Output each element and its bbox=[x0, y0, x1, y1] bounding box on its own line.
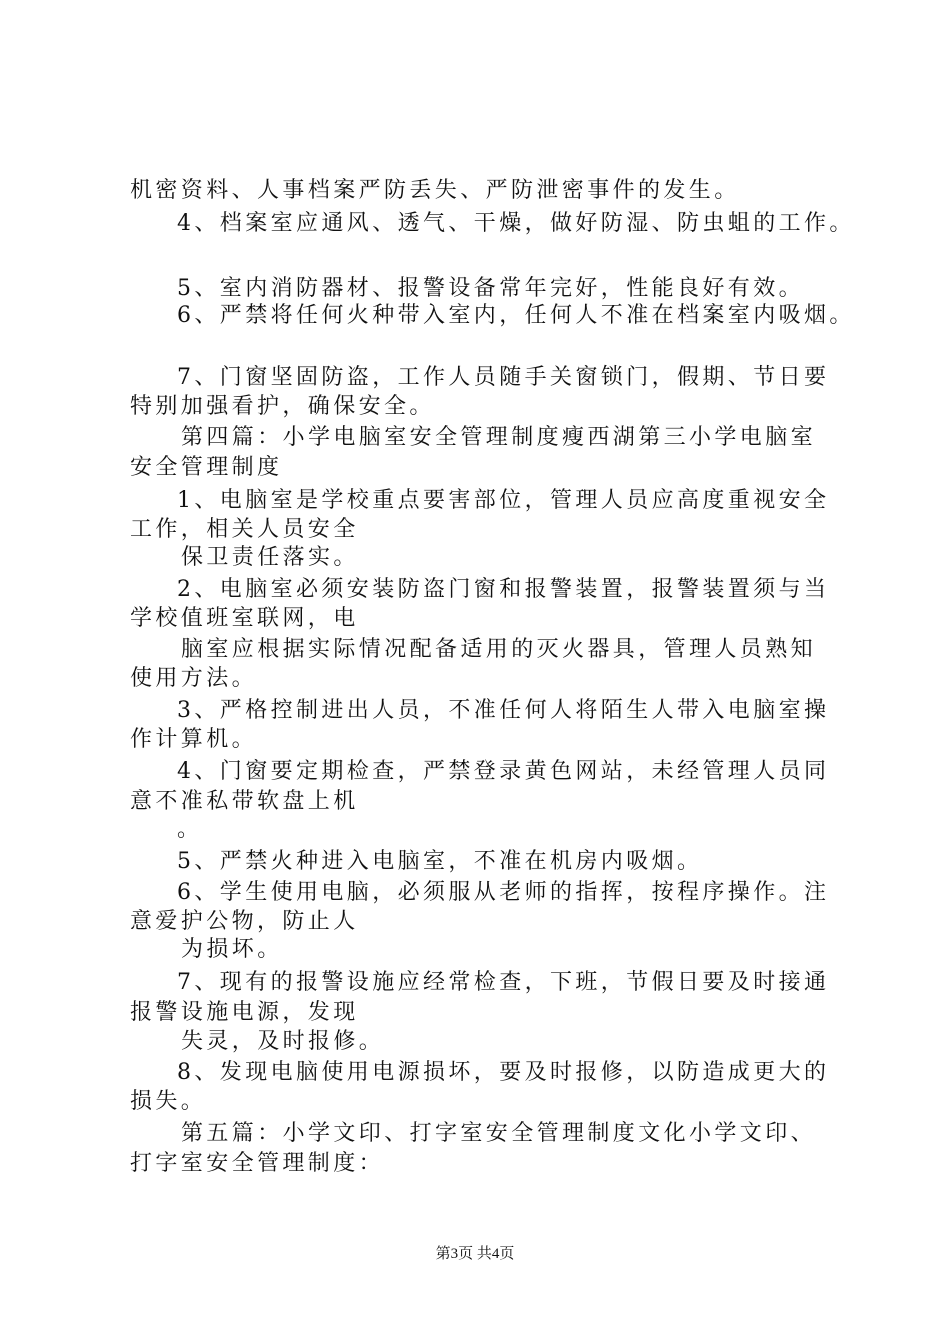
body-line: 1、电脑室是学校重点要害部位，管理人员应高度重视安全 bbox=[177, 488, 830, 513]
body-line: 机密资料、人事档案严防丢失、严防泄密事件的发生。 bbox=[130, 178, 740, 203]
body-line: 使用方法。 bbox=[130, 666, 258, 691]
body-line: 4、档案室应通风、透气、干燥，做好防湿、防虫蛆的工作。 bbox=[177, 211, 855, 236]
body-line: 意不准私带软盘上机 bbox=[130, 789, 359, 814]
page-footer: 第3页 共4页 bbox=[435, 1246, 515, 1262]
body-line: 工作，相关人员安全 bbox=[130, 517, 359, 542]
body-line: 脑室应根据实际情况配备适用的灭火器具，管理人员熟知 bbox=[181, 637, 817, 662]
body-line: 6、学生使用电脑，必须服从老师的指挥，按程序操作。注 bbox=[177, 880, 830, 905]
body-line: 7、现有的报警设施应经常检查，下班，节假日要及时接通 bbox=[177, 970, 830, 995]
section-heading: 第五篇：小学文印、打字室安全管理制度文化小学文印、 bbox=[181, 1121, 817, 1146]
section-heading: 打字室安全管理制度： bbox=[130, 1151, 385, 1176]
body-line: 4、门窗要定期检查，严禁登录黄色网站，未经管理人员同 bbox=[177, 759, 830, 784]
body-line: 损失。 bbox=[130, 1089, 207, 1114]
body-line: 6、严禁将任何火种带入室内，任何人不准在档案室内吸烟。 bbox=[177, 303, 855, 328]
section-heading: 安全管理制度 bbox=[130, 455, 283, 480]
body-line: 特别加强看护，确保安全。 bbox=[130, 394, 435, 419]
body-line: 为损坏。 bbox=[181, 937, 283, 962]
body-line: 3、严格控制进出人员，不准任何人将陌生人带入电脑室操 bbox=[177, 698, 830, 723]
body-line: 作计算机。 bbox=[130, 727, 258, 752]
body-line: 意爱护公物，防止人 bbox=[130, 909, 359, 934]
body-line: 5、室内消防器材、报警设备常年完好，性能良好有效。 bbox=[177, 276, 804, 301]
body-line: 7、门窗坚固防盗，工作人员随手关窗锁门，假期、节日要 bbox=[177, 365, 830, 390]
body-line: 保卫责任落实。 bbox=[181, 545, 359, 570]
section-heading: 第四篇：小学电脑室安全管理制度瘦西湖第三小学电脑室 bbox=[181, 425, 817, 450]
body-line: 5、严禁火种进入电脑室，不准在机房内吸烟。 bbox=[177, 849, 703, 874]
body-line: 2、电脑室必须安装防盗门窗和报警装置，报警装置须与当 bbox=[177, 577, 830, 602]
body-line: 学校值班室联网，电 bbox=[130, 606, 359, 631]
body-line: 8、发现电脑使用电源损坏，要及时报修，以防造成更大的 bbox=[177, 1060, 830, 1085]
body-line: 报警设施电源，发现 bbox=[130, 1000, 359, 1025]
body-line: 。 bbox=[177, 817, 203, 842]
body-line: 失灵，及时报修。 bbox=[181, 1029, 385, 1054]
